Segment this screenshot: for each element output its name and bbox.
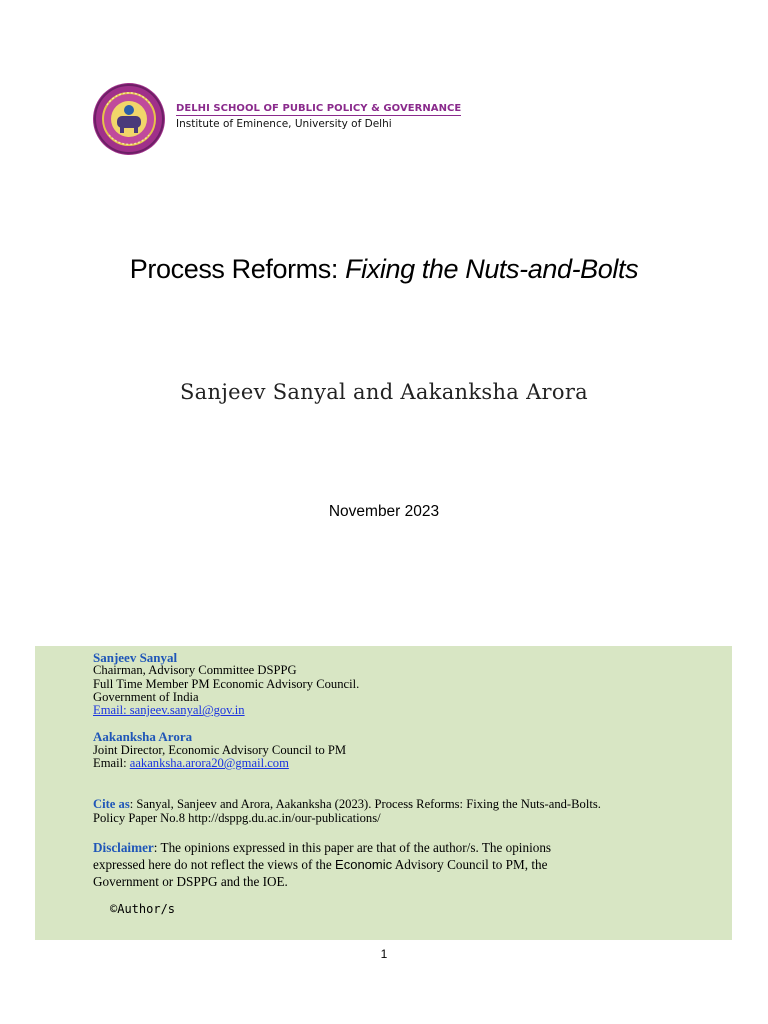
disclaimer-line3: Government or DSPPG and the IOE. xyxy=(93,873,288,889)
disclaimer-line2c: Advisory Council to PM, the xyxy=(392,856,548,872)
author2-email-label: Email: xyxy=(93,756,130,771)
university-seal-icon xyxy=(93,83,165,155)
paper-authors: Sanjeev Sanyal and Aakanksha Arora xyxy=(180,380,588,404)
institution-name: DELHI SCHOOL OF PUBLIC POLICY & GOVERNANCE xyxy=(176,102,462,114)
paper-title xyxy=(0,254,768,285)
disclaimer-line2a: expressed here do not reflect the views of the xyxy=(93,856,336,872)
cite-text-line2: Policy Paper No.8 http://dsppg.du.ac.in/our-publications/ xyxy=(93,810,381,825)
disclaimer-line2b: Economic xyxy=(335,856,393,872)
page-number: 1 xyxy=(380,947,388,961)
author1-email-link[interactable]: Email: sanjeev.sanyal@gov.in xyxy=(93,703,245,718)
citation xyxy=(93,798,732,811)
paper-title-italic: Fixing the Nuts-and-Bolts xyxy=(345,254,639,284)
cite-text-line1: : Sanyal, Sanjeev and Arora, Aakanksha (2023). Process Reforms: Fixing the Nuts-and-Bolts. xyxy=(129,797,601,812)
author2-email-link[interactable]: aakanksha.arora20@gmail.com xyxy=(129,756,289,771)
author1-role: Chairman, Advisory Committee DSPPG xyxy=(93,663,297,678)
author2-email xyxy=(93,757,732,770)
author2-name: Aakanksha Arora xyxy=(93,729,193,745)
disclaimer-line1: : The opinions expressed in this paper are that of the author/s. The opinions xyxy=(153,839,552,855)
author1-organization: Government of India xyxy=(93,689,199,704)
disclaimer-label: Disclaimer xyxy=(93,839,154,855)
paper-title-plain: Process Reforms: xyxy=(129,254,346,284)
author1-name: Sanjeev Sanyal xyxy=(93,650,178,665)
institution-block xyxy=(176,103,461,130)
copyright: ©Author/s xyxy=(110,901,176,916)
header xyxy=(93,84,461,154)
author-info-box xyxy=(35,646,732,940)
author1-position: Full Time Member PM Economic Advisory Council. xyxy=(93,676,360,691)
cite-label: Cite as xyxy=(93,797,130,812)
author2-role: Joint Director, Economic Advisory Council to PM xyxy=(93,742,347,757)
disclaimer xyxy=(93,839,732,890)
paper-date: November 2023 xyxy=(328,503,440,520)
institution-subtitle: Institute of Eminence, University of Delhi xyxy=(176,117,392,130)
